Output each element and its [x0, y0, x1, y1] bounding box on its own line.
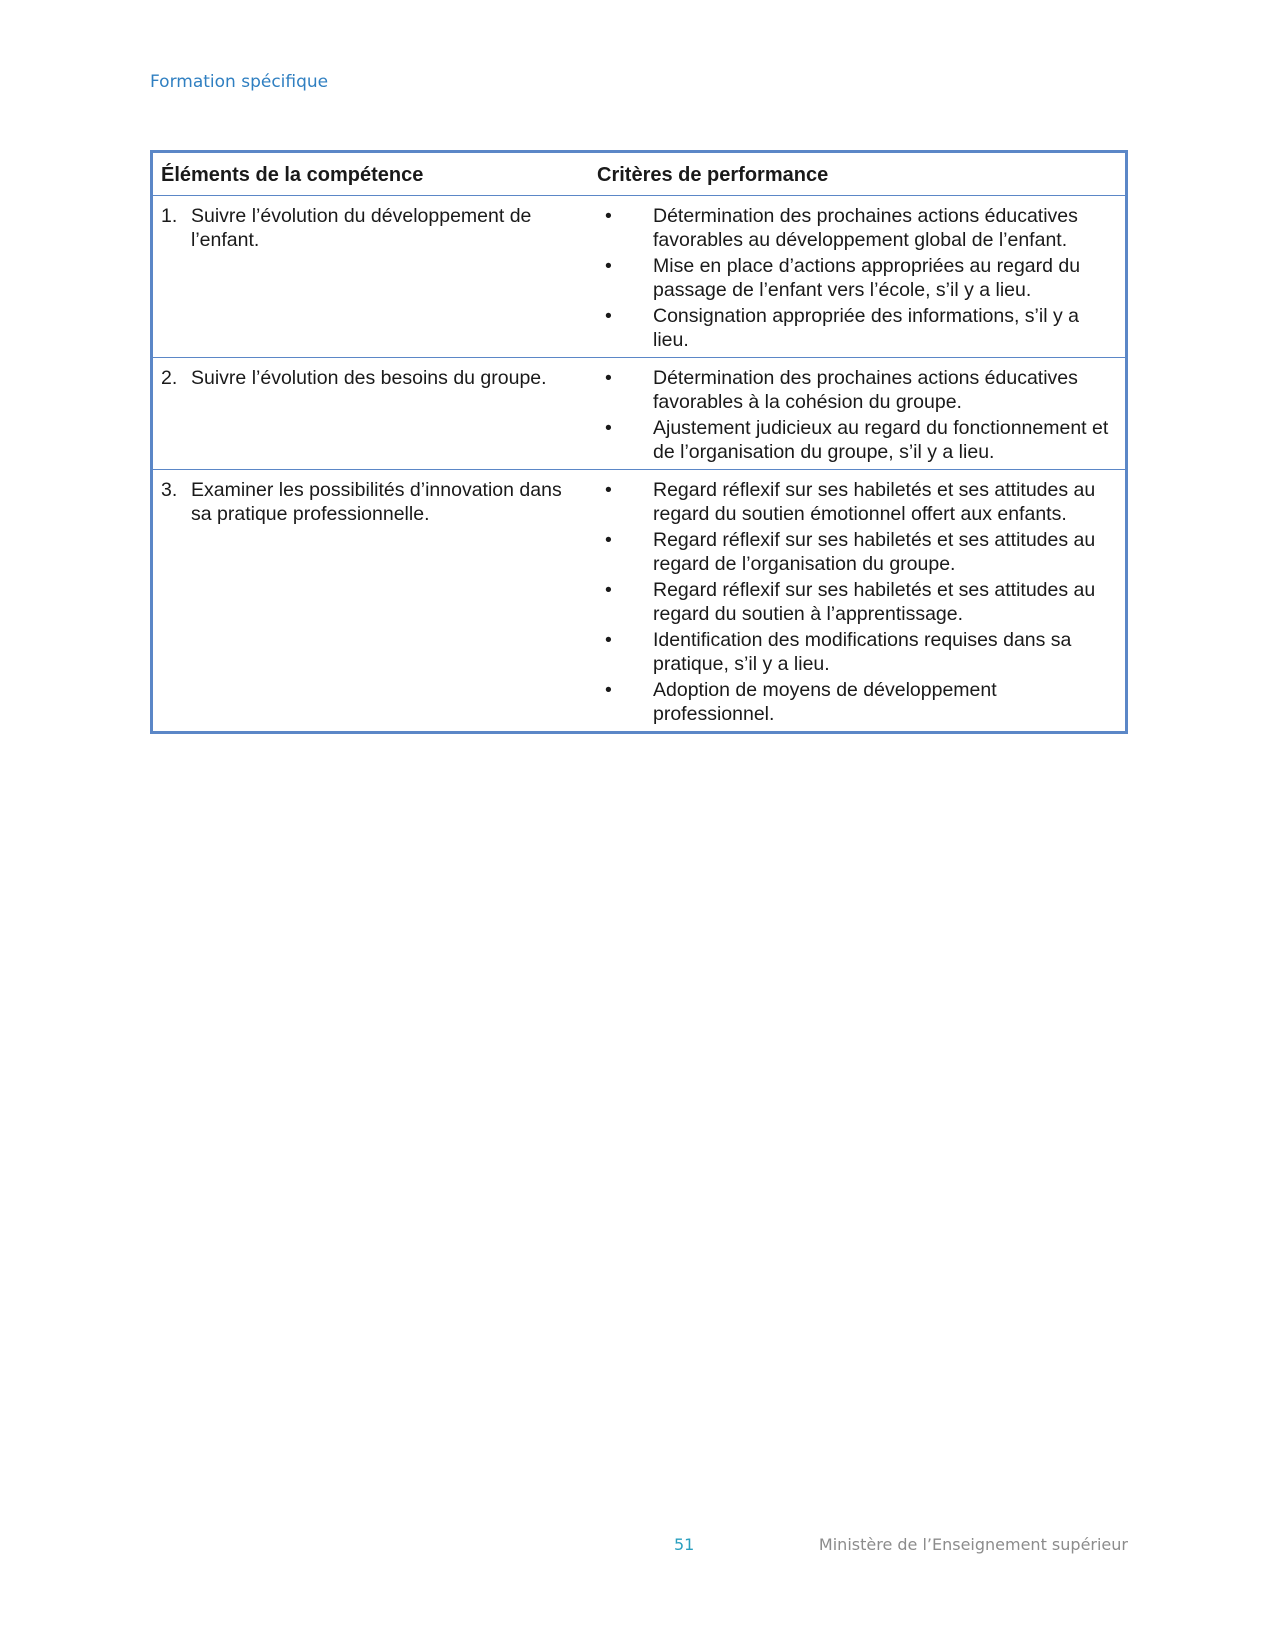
criteria-text: Regard réflexif sur ses habiletés et ses attitudes au regard du soutien émotionnel offert aux enfants. [653, 479, 1096, 525]
criteria-text: Identification des modifications requises dans sa pratique, s’il y a lieu. [653, 629, 1072, 675]
competence-table [150, 150, 1128, 734]
bullet-icon: • [605, 367, 612, 389]
criteria-text: Détermination des prochaines actions éducatives favorables au développement global de l’enfant. [653, 205, 1078, 251]
element-text: Examiner les possibilités d’innovation dans sa pratique professionnelle. [191, 479, 562, 525]
criteria-cell [589, 196, 1127, 358]
footer-ministry: Ministère de l’Enseignement supérieur [818, 1535, 1128, 1554]
bullet-icon: • [605, 255, 612, 277]
bullet-icon: • [605, 529, 612, 551]
table-row [152, 358, 1127, 470]
criteria-item [597, 204, 1117, 252]
criteria-cell [589, 470, 1127, 733]
criteria-item [597, 528, 1117, 576]
table-header-row [152, 152, 1127, 196]
table-row [152, 470, 1127, 733]
criteria-item [597, 416, 1117, 464]
bullet-icon: • [605, 629, 612, 651]
criteria-item [597, 366, 1117, 414]
criteria-item [597, 628, 1117, 676]
criteria-item [597, 578, 1117, 626]
criteria-text: Regard réflexif sur ses habiletés et ses attitudes au regard du soutien à l’apprentissage. [653, 579, 1096, 625]
bullet-icon: • [605, 679, 612, 701]
bullet-icon: • [605, 479, 612, 501]
element-cell [152, 358, 590, 470]
element-cell [152, 196, 590, 358]
element-number: 1. [161, 205, 178, 227]
running-header: Formation spécifique [150, 72, 329, 92]
table-row [152, 196, 1127, 358]
criteria-text: Regard réflexif sur ses habiletés et ses attitudes au regard de l’organisation du groupe. [653, 529, 1096, 575]
criteria-item [597, 478, 1117, 526]
element-cell [152, 470, 590, 733]
criteria-text: Mise en place d’actions appropriées au regard du passage de l’enfant vers l’école, s’il y a lieu. [653, 255, 1081, 301]
element-text: Suivre l’évolution du développement de l’enfant. [191, 205, 532, 251]
criteria-text: Détermination des prochaines actions éducatives favorables à la cohésion du groupe. [653, 367, 1078, 413]
bullet-icon: • [605, 417, 612, 439]
criteria-text: Consignation appropriée des informations, s’il y a lieu. [653, 305, 1079, 351]
criteria-text: Adoption de moyens de développement professionnel. [653, 679, 997, 725]
page-number: 51 [674, 1535, 695, 1554]
element-number: 2. [161, 367, 178, 389]
column-header-criteria: Critères de performance [589, 152, 1127, 196]
criteria-item [597, 304, 1117, 352]
element-text: Suivre l’évolution des besoins du groupe. [191, 367, 547, 389]
bullet-icon: • [605, 579, 612, 601]
criteria-cell [589, 358, 1127, 470]
bullet-icon: • [605, 305, 612, 327]
criteria-text: Ajustement judicieux au regard du fonctionnement et de l’organisation du groupe, s’il y a lieu. [653, 417, 1109, 463]
criteria-item [597, 678, 1117, 726]
element-number: 3. [161, 479, 178, 501]
bullet-icon: • [605, 205, 612, 227]
criteria-item [597, 254, 1117, 302]
column-header-elements: Éléments de la compétence [152, 152, 590, 196]
